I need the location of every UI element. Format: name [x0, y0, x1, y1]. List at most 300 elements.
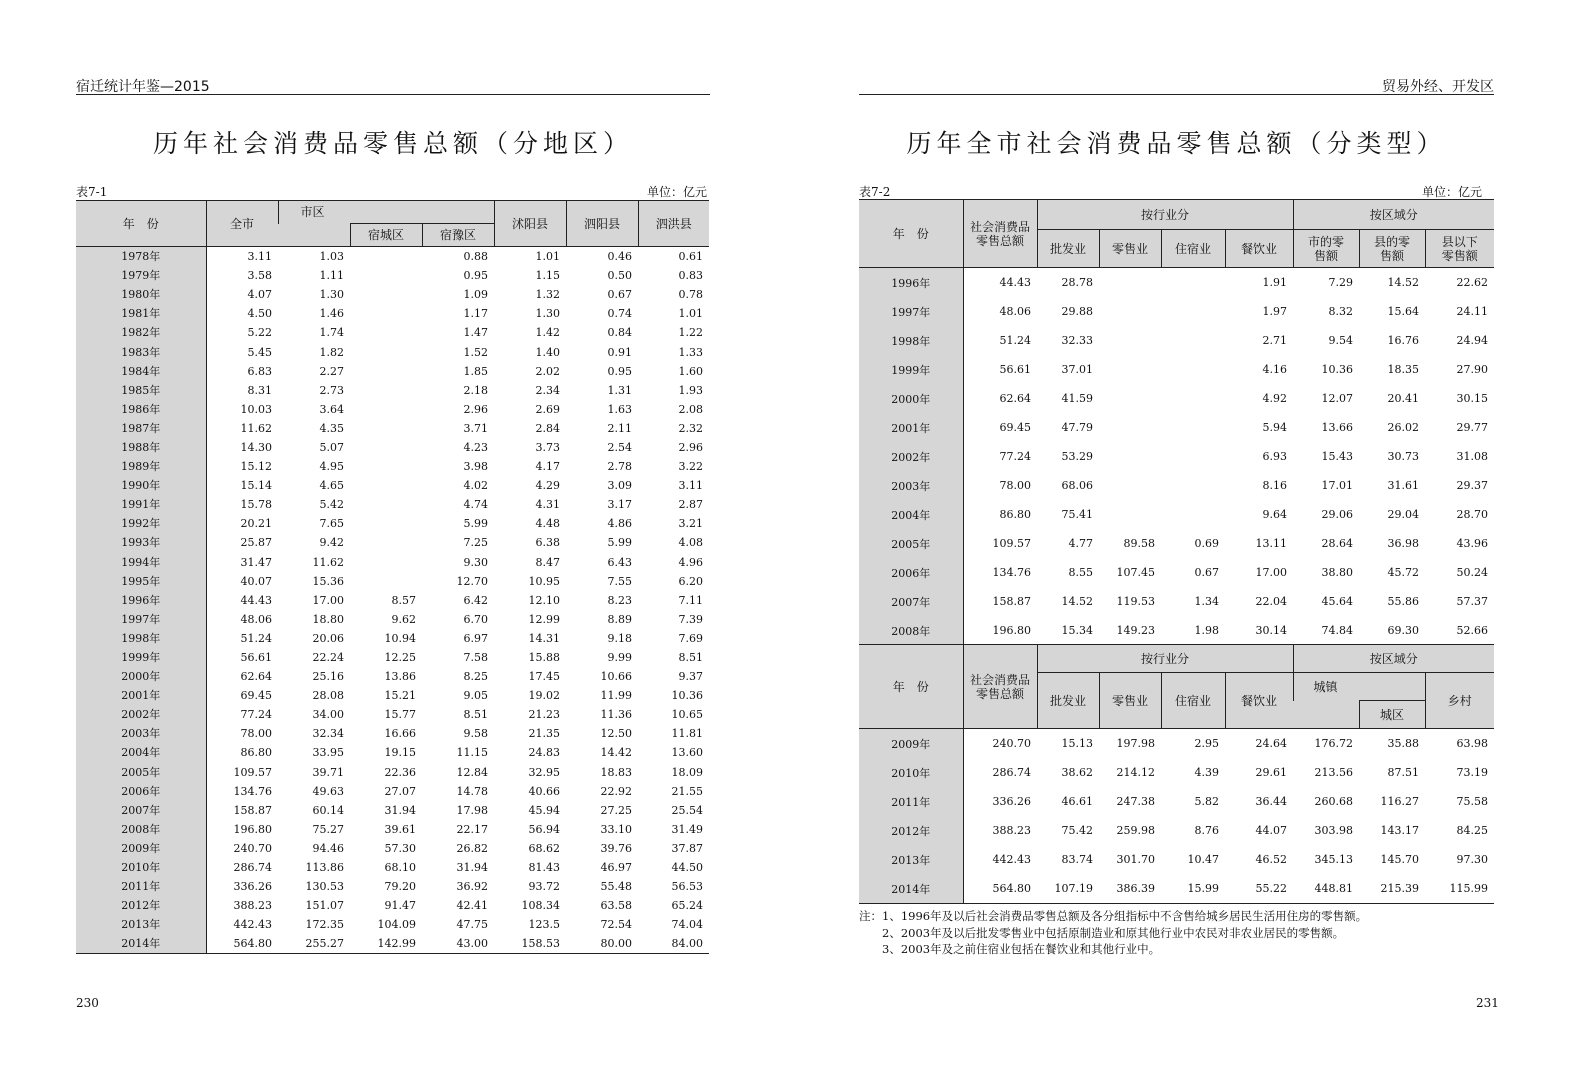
cell-value: 9.62	[391, 612, 416, 626]
cell-value: 4.77	[1068, 537, 1093, 550]
cell-value: 12.10	[528, 593, 560, 607]
cell-value: 38.80	[1321, 566, 1353, 579]
cell-value: 1.17	[463, 307, 488, 321]
cell-value: 55.86	[1387, 595, 1419, 608]
cell-value: 130.53	[305, 880, 344, 894]
table-notes	[859, 908, 1367, 958]
cell-value: 45.72	[1387, 566, 1419, 579]
cell-value: 1.33	[678, 345, 703, 359]
cell-value: 15.21	[384, 689, 416, 703]
cell-value: 39.61	[384, 822, 416, 836]
cell-value: 2.87	[678, 498, 703, 512]
cell-value: 44.07	[1255, 824, 1287, 837]
cell-value: 104.09	[377, 918, 416, 932]
cell-value	[1099, 413, 1161, 442]
table-row	[76, 553, 709, 572]
cell-value: 240.70	[233, 841, 272, 855]
cell-value: 93.72	[528, 880, 560, 894]
cell-value: 5.22	[247, 326, 272, 340]
col-urban-spacer	[1293, 701, 1359, 729]
cell-value: 33.10	[600, 822, 632, 836]
row-year: 2009年	[859, 729, 963, 759]
cell-value: 14.52	[1387, 276, 1419, 289]
cell-value: 10.94	[384, 631, 416, 645]
cell-value: 13.60	[671, 746, 703, 760]
cell-value: 62.64	[240, 670, 272, 684]
cell-value: 1.91	[1262, 276, 1287, 289]
cell-value: 158.87	[233, 803, 272, 817]
cell-value: 564.80	[233, 937, 272, 951]
cell-value	[350, 553, 422, 572]
cell-value: 68.62	[528, 841, 560, 855]
row-year: 1995年	[76, 572, 206, 591]
cell-value: 255.27	[305, 937, 344, 951]
cell-value: 1.60	[678, 364, 703, 378]
cell-value: 15.77	[384, 708, 416, 722]
cell-value: 0.69	[1194, 537, 1219, 550]
cell-value: 1.22	[678, 326, 703, 340]
cell-value: 7.58	[463, 651, 488, 665]
cell-value: 5.99	[463, 517, 488, 531]
cell-value: 1.03	[319, 250, 344, 264]
cell-value: 10.36	[1321, 363, 1353, 376]
cell-value: 196.80	[992, 624, 1031, 637]
cell-value: 4.65	[319, 479, 344, 493]
cell-value: 20.41	[1387, 392, 1419, 405]
cell-value: 4.31	[535, 498, 560, 512]
table-row	[859, 500, 1494, 529]
row-year: 2008年	[76, 820, 206, 839]
cell-value: 142.99	[377, 937, 416, 951]
cell-value: 81.43	[528, 861, 560, 875]
cell-value	[350, 323, 422, 342]
cell-value: 4.92	[1262, 392, 1287, 405]
page-number: 230	[76, 996, 99, 1010]
table-row	[76, 705, 709, 724]
header-rule	[76, 94, 710, 95]
row-year: 2003年	[859, 471, 963, 500]
cell-value: 107.19	[1054, 882, 1093, 895]
cell-value: 57.30	[384, 841, 416, 855]
cell-value: 15.36	[312, 574, 344, 588]
cell-value: 12.84	[456, 765, 488, 779]
cell-value: 77.24	[240, 708, 272, 722]
row-year: 1984年	[76, 362, 206, 381]
table-row	[859, 355, 1494, 384]
cell-value: 94.46	[312, 841, 344, 855]
cell-value: 53.29	[1061, 450, 1093, 463]
table-row	[859, 558, 1494, 587]
cell-value: 3.98	[463, 460, 488, 474]
cell-value	[1161, 413, 1225, 442]
cell-value	[1099, 384, 1161, 413]
cell-value: 0.67	[1194, 566, 1219, 579]
cell-value: 119.53	[1116, 595, 1155, 608]
row-year: 1980年	[76, 285, 206, 304]
cell-value: 10.47	[1187, 853, 1219, 866]
cell-value: 25.16	[312, 670, 344, 684]
cell-value: 79.20	[384, 880, 416, 894]
cell-value: 74.04	[671, 918, 703, 932]
cell-value: 10.65	[671, 708, 703, 722]
running-header: 宿迁统计年鉴—2015	[76, 79, 210, 95]
cell-value: 3.11	[678, 479, 703, 493]
cell-value: 31.47	[240, 555, 272, 569]
cell-value: 32.33	[1061, 334, 1093, 347]
cell-value: 7.25	[463, 536, 488, 550]
cell-value: 9.05	[463, 689, 488, 703]
cell-value: 33.95	[312, 746, 344, 760]
cell-value: 14.30	[240, 440, 272, 454]
cell-value: 247.38	[1116, 795, 1155, 808]
cell-value: 6.93	[1262, 450, 1287, 463]
cell-value: 4.02	[463, 479, 488, 493]
cell-value: 29.61	[1255, 766, 1287, 779]
cell-value	[350, 476, 422, 495]
cell-value: 3.73	[535, 440, 560, 454]
cell-value: 8.55	[1068, 566, 1093, 579]
cell-value: 1.09	[463, 288, 488, 302]
cell-value: 51.24	[999, 334, 1031, 347]
row-year: 1992年	[76, 514, 206, 533]
col-retail: 零售业	[1099, 230, 1161, 268]
cell-value: 69.30	[1387, 624, 1419, 637]
row-year: 2006年	[76, 782, 206, 801]
col-year: 年 份	[76, 201, 206, 247]
note-line: 2、2003年及以后批发零售业中包括原制造业和原其他行业中农民对非农业居民的零售额。	[859, 925, 1345, 940]
cell-value: 24.11	[1456, 305, 1488, 318]
cell-value: 2.96	[678, 440, 703, 454]
cell-value: 8.16	[1262, 479, 1287, 492]
cell-value: 336.26	[992, 795, 1031, 808]
col-catering: 餐饮业	[1225, 673, 1293, 729]
row-year: 1990年	[76, 476, 206, 495]
cell-value: 176.72	[1314, 737, 1353, 750]
cell-value: 22.92	[600, 784, 632, 798]
cell-value: 40.07	[240, 574, 272, 588]
cell-value: 44.50	[671, 861, 703, 875]
cell-value: 109.57	[992, 537, 1031, 550]
row-year: 1989年	[76, 457, 206, 476]
cell-value: 286.74	[992, 766, 1031, 779]
cell-value: 0.46	[607, 250, 632, 264]
cell-value: 1.74	[319, 326, 344, 340]
page-title: 历年全市社会消费品零售总额（分类型）	[906, 129, 1447, 158]
cell-value: 84.00	[671, 937, 703, 951]
table-row	[859, 729, 1494, 759]
cell-value	[1161, 442, 1225, 471]
cell-value: 46.97	[600, 861, 632, 875]
col-urban-district: 城区	[1359, 701, 1425, 729]
table-row	[76, 934, 709, 954]
table-row	[76, 533, 709, 552]
row-year: 1997年	[859, 297, 963, 326]
cell-value: 158.87	[992, 595, 1031, 608]
cell-value: 78.00	[240, 727, 272, 741]
cell-value: 0.91	[607, 345, 632, 359]
cell-value: 84.25	[1456, 824, 1488, 837]
table-row	[76, 438, 709, 457]
cell-value: 11.81	[671, 727, 703, 741]
note-line: 3、2003年及之前住宿业包括在餐饮业和其他行业中。	[859, 942, 1161, 956]
cell-value: 4.74	[463, 498, 488, 512]
cell-value: 11.36	[600, 708, 632, 722]
cell-value: 1.98	[1194, 624, 1219, 637]
cell-value: 18.09	[671, 765, 703, 779]
cell-value: 12.50	[600, 727, 632, 741]
cell-value: 2.32	[678, 421, 703, 435]
cell-value: 15.43	[1321, 450, 1353, 463]
table-row	[76, 419, 709, 438]
col-accommodation: 住宿业	[1161, 673, 1225, 729]
col-wholesale: 批发业	[1037, 673, 1099, 729]
cell-value: 22.04	[1255, 595, 1287, 608]
row-year: 1998年	[76, 629, 206, 648]
row-year: 2014年	[859, 874, 963, 904]
table-row	[76, 686, 709, 705]
cell-value: 25.87	[240, 536, 272, 550]
table-id: 表7-2	[859, 185, 891, 199]
cell-value: 1.47	[463, 326, 488, 340]
cell-value: 0.83	[678, 269, 703, 283]
cell-value: 0.78	[678, 288, 703, 302]
cell-value	[1161, 355, 1225, 384]
cell-value: 336.26	[233, 880, 272, 894]
table-row	[76, 266, 709, 285]
cell-value: 36.92	[456, 880, 488, 894]
cell-value: 27.07	[384, 784, 416, 798]
cell-value: 8.89	[607, 612, 632, 626]
col-total: 社会消费品零售总额	[963, 200, 1037, 268]
cell-value: 77.24	[999, 450, 1031, 463]
table-row	[859, 587, 1494, 616]
cell-value: 43.96	[1456, 537, 1488, 550]
cell-value: 24.94	[1456, 334, 1488, 347]
cell-value: 15.64	[1387, 305, 1419, 318]
row-year: 2004年	[859, 500, 963, 529]
cell-value	[1099, 297, 1161, 326]
cell-value: 31.08	[1456, 450, 1488, 463]
cell-value: 1.15	[535, 269, 560, 283]
cell-value: 5.94	[1262, 421, 1287, 434]
cell-value: 2.78	[607, 460, 632, 474]
cell-value: 24.83	[528, 746, 560, 760]
cell-value: 29.37	[1456, 479, 1488, 492]
table-row	[76, 782, 709, 801]
cell-value: 4.16	[1262, 363, 1287, 376]
cell-value	[350, 285, 422, 304]
cell-value: 12.99	[528, 612, 560, 626]
cell-value: 6.83	[247, 364, 272, 378]
row-year: 2007年	[76, 801, 206, 820]
cell-value: 9.37	[678, 670, 703, 684]
cell-value: 78.00	[999, 479, 1031, 492]
cell-value: 386.39	[1116, 882, 1155, 895]
cell-value: 3.11	[247, 250, 272, 264]
cell-value: 41.59	[1061, 392, 1093, 405]
col-year: 年 份	[859, 200, 963, 268]
cell-value: 16.76	[1387, 334, 1419, 347]
cell-value: 4.17	[535, 460, 560, 474]
cell-value: 80.00	[600, 937, 632, 951]
cell-value: 3.21	[678, 517, 703, 531]
cell-value: 18.83	[600, 765, 632, 779]
cell-value	[1099, 355, 1161, 384]
cell-value: 0.95	[463, 269, 488, 283]
cell-value: 5.07	[319, 440, 344, 454]
row-year: 2003年	[76, 724, 206, 743]
cell-value: 75.41	[1061, 508, 1093, 521]
cell-value: 75.58	[1456, 795, 1488, 808]
table-row	[859, 874, 1494, 904]
table-row	[76, 381, 709, 400]
cell-value: 1.30	[535, 307, 560, 321]
row-year: 2011年	[76, 877, 206, 896]
cell-value: 62.64	[999, 392, 1031, 405]
cell-value: 1.30	[319, 288, 344, 302]
note-line: 注：1、1996年及以后社会消费品零售总额及各分组指标中不含售给城乡居民生活用住房的零售额。	[859, 909, 1368, 923]
cell-value: 2.02	[535, 364, 560, 378]
cell-value: 172.35	[305, 918, 344, 932]
cell-value: 1.34	[1194, 595, 1219, 608]
cell-value: 1.31	[607, 383, 632, 397]
cell-value: 46.61	[1061, 795, 1093, 808]
table-row	[859, 787, 1494, 816]
cell-value: 259.98	[1116, 824, 1155, 837]
cell-value	[350, 533, 422, 552]
cell-value: 8.47	[535, 555, 560, 569]
cell-value: 196.80	[233, 822, 272, 836]
cell-value: 14.78	[456, 784, 488, 798]
cell-value: 15.13	[1061, 737, 1093, 750]
cell-value	[350, 362, 422, 381]
cell-value: 20.06	[312, 631, 344, 645]
cell-value: 57.37	[1456, 595, 1488, 608]
cell-value: 29.77	[1456, 421, 1488, 434]
cell-value: 3.17	[607, 498, 632, 512]
cell-value: 9.64	[1262, 508, 1287, 521]
table-row	[76, 591, 709, 610]
row-year: 1988年	[76, 438, 206, 457]
cell-value: 17.01	[1321, 479, 1353, 492]
cell-value	[350, 457, 422, 476]
cell-value: 2.11	[607, 421, 632, 435]
cell-value: 4.35	[319, 421, 344, 435]
cell-value: 68.06	[1061, 479, 1093, 492]
cell-value: 4.96	[678, 555, 703, 569]
cell-value: 7.55	[607, 574, 632, 588]
cell-value	[1161, 471, 1225, 500]
cell-value: 45.94	[528, 803, 560, 817]
cell-value: 17.98	[456, 803, 488, 817]
cell-value: 1.85	[463, 364, 488, 378]
page-title: 历年社会消费品零售总额（分地区）	[152, 129, 633, 158]
row-year: 2000年	[859, 384, 963, 413]
col-catering: 餐饮业	[1225, 230, 1293, 268]
cell-value	[1161, 500, 1225, 529]
cell-value: 8.32	[1328, 305, 1353, 318]
col-siyang: 泗阳县	[566, 201, 638, 247]
cell-value: 15.34	[1061, 624, 1093, 637]
cell-value: 2.18	[463, 383, 488, 397]
retail-by-region-table	[76, 200, 709, 954]
col-total: 社会消费品零售总额	[963, 645, 1037, 729]
cell-value: 448.81	[1314, 882, 1353, 895]
cell-value: 16.66	[384, 727, 416, 741]
cell-value: 15.14	[240, 479, 272, 493]
cell-value: 29.04	[1387, 508, 1419, 521]
row-year: 1999年	[76, 648, 206, 667]
cell-value	[1161, 268, 1225, 298]
row-year: 2011年	[859, 787, 963, 816]
cell-value: 60.14	[312, 803, 344, 817]
col-city-spacer	[278, 224, 350, 247]
cell-value: 11.99	[600, 689, 632, 703]
cell-value: 8.23	[607, 593, 632, 607]
cell-value: 22.24	[312, 651, 344, 665]
cell-value: 73.19	[1456, 766, 1488, 779]
cell-value: 1.93	[678, 383, 703, 397]
cell-value: 9.18	[607, 631, 632, 645]
cell-value: 2.54	[607, 440, 632, 454]
cell-value: 134.76	[992, 566, 1031, 579]
cell-value: 31.94	[456, 861, 488, 875]
cell-value: 1.11	[319, 269, 344, 283]
table-row	[76, 400, 709, 419]
row-year: 1982年	[76, 323, 206, 342]
col-city: 市区	[278, 201, 494, 224]
cell-value: 31.94	[384, 803, 416, 817]
cell-value: 39.71	[312, 765, 344, 779]
cell-value	[350, 304, 422, 323]
cell-value: 14.42	[600, 746, 632, 760]
cell-value: 4.50	[247, 307, 272, 321]
cell-value: 1.40	[535, 345, 560, 359]
cell-value: 15.12	[240, 460, 272, 474]
table-row	[76, 820, 709, 839]
cell-value: 3.71	[463, 421, 488, 435]
cell-value: 2.96	[463, 402, 488, 416]
cell-value: 40.66	[528, 784, 560, 798]
table-row	[76, 896, 709, 915]
cell-value: 26.02	[1387, 421, 1419, 434]
cell-value: 442.43	[992, 853, 1031, 866]
running-header: 贸易外经、开发区	[1382, 79, 1494, 95]
cell-value: 28.64	[1321, 537, 1353, 550]
col-by-industry: 按行业分	[1037, 645, 1293, 673]
cell-value: 30.14	[1255, 624, 1287, 637]
table-row	[76, 572, 709, 591]
cell-value: 37.01	[1061, 363, 1093, 376]
cell-value: 6.97	[463, 631, 488, 645]
cell-value: 46.52	[1255, 853, 1287, 866]
cell-value: 1.42	[535, 326, 560, 340]
row-year: 1981年	[76, 304, 206, 323]
cell-value: 45.64	[1321, 595, 1353, 608]
row-year: 2009年	[76, 839, 206, 858]
retail-by-type-table-2009-2014	[859, 644, 1494, 904]
cell-value: 6.20	[678, 574, 703, 588]
cell-value	[1161, 384, 1225, 413]
cell-value: 0.61	[678, 250, 703, 264]
table-id: 表7-1	[76, 185, 108, 199]
row-year: 1996年	[76, 591, 206, 610]
cell-value: 13.86	[384, 670, 416, 684]
cell-value: 8.25	[463, 670, 488, 684]
row-year: 1979年	[76, 266, 206, 285]
cell-value: 5.42	[319, 498, 344, 512]
cell-value: 4.48	[535, 517, 560, 531]
